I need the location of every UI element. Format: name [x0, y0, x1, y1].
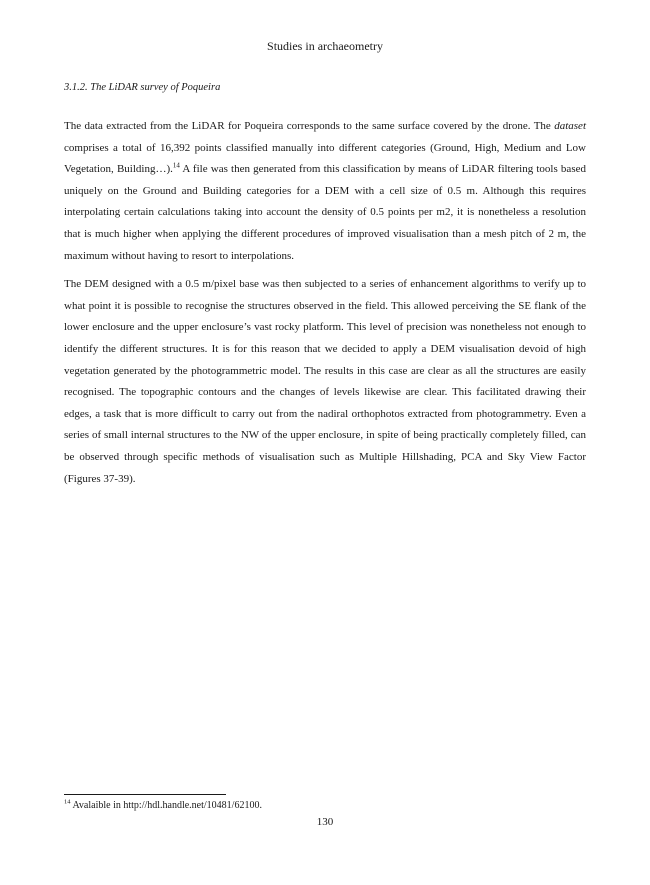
- footnote: [64, 800, 262, 811]
- dataset-term: dataset: [554, 120, 586, 132]
- body-text: [64, 116, 586, 497]
- paragraph-1-text-a: The data extracted from the LiDAR for Poqueira corresponds to the same surface covered by the drone. The: [64, 120, 555, 132]
- paragraph-1: [64, 116, 586, 267]
- page-number: 130: [316, 816, 334, 828]
- paragraph-1-text-b: comprises a total of 16,392 points classified manually into different categories (Ground, High, Medium and Low Vegetation, Building…).: [64, 141, 586, 176]
- footnote-divider: [64, 794, 226, 795]
- paragraph-1-text-c: A file was then generated from this classification by means of LiDAR filtering tools based uniquely on the Ground and Building categories for a DEM with a cell size of 0.5 m. Although this requires interpolating certain calculations taking into account the density of 0.5 points per m2, it is nonetheless a resolution that is much higher when applying the different procedures of improved visualisation than a mesh pitch of 2 m, the maximum without having to resort to interpolations.: [64, 163, 586, 262]
- running-header: Studies in archaeometry: [267, 39, 383, 53]
- footnote-reference[interactable]: 14: [172, 161, 180, 170]
- paragraph-2: The DEM designed with a 0.5 m/pixel base was then subjected to a series of enhancement algorithms to verify up to what point it is possible to recognise the structures observed in the field. This allowed perceiving the SE flank of the lower enclosure and the upper enclosure’s vast rocky platform. This level of precision was nonetheless not enough to identify the different structures. It is for this reason that we decided to apply a DEM visualisation devoid of high vegetation generated by the photogrammetric model. The results in this case are clear as all the structures are easily recognised. The topographic contours and the changes of levels likewise are clear. This facilitated drawing their edges, a task that is more difficult to carry out from the nadiral orthophotos extracted from photogrammetry. Even a series of small internal structures to the NW of the upper enclosure, in spite of being practically completely filled, can be observed through specific methods of visualisation such as Multiple Hillshading, PCA and Sky View Factor (Figures 37-39).: [64, 278, 586, 485]
- footnote-number: 14: [64, 798, 71, 806]
- section-heading: 3.1.2. The LiDAR survey of Poqueira: [64, 82, 221, 93]
- footnote-text: Avalaible in http://hdl.handle.net/10481/62100.: [70, 800, 262, 811]
